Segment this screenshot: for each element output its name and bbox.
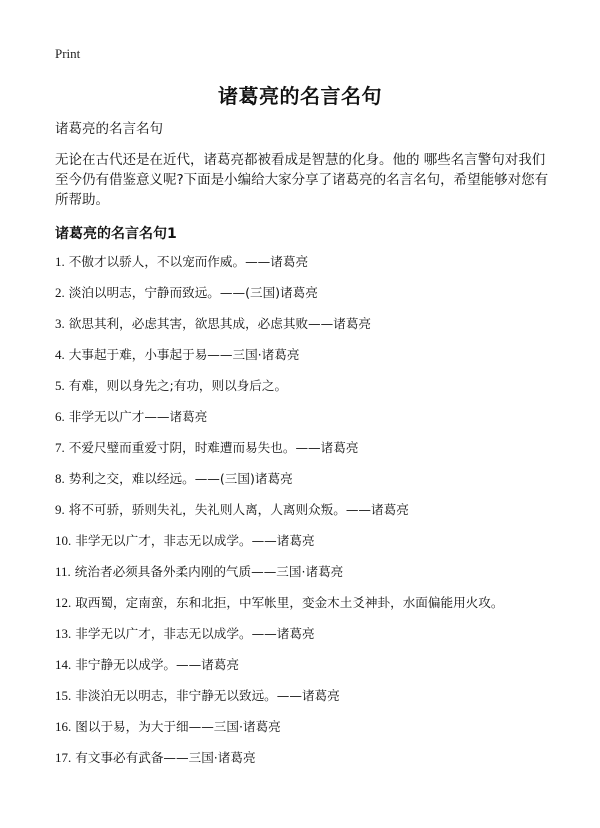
quote-number: 5. — [55, 378, 65, 393]
quote-list — [55, 252, 550, 779]
quote-item — [55, 283, 550, 314]
quote-text: 不傲才以骄人，不以宠而作威。——诸葛亮 — [68, 254, 309, 269]
quote-text: 非学无以广才——诸葛亮 — [68, 409, 208, 424]
quote-item — [55, 748, 550, 779]
quote-number: 3. — [55, 316, 65, 331]
quote-item — [55, 438, 550, 469]
article-subtitle: 诸葛亮的名言名句 — [55, 121, 163, 137]
quote-number: 17. — [55, 750, 72, 765]
quote-number: 9. — [55, 502, 65, 517]
quote-item — [55, 562, 550, 593]
quote-number: 1. — [55, 254, 65, 269]
quote-number: 6. — [55, 409, 65, 424]
quote-item — [55, 345, 550, 376]
quote-item — [55, 314, 550, 345]
quote-number: 15. — [55, 688, 72, 703]
quote-item — [55, 252, 550, 283]
quote-text: 取西蜀，定南蛮，东和北拒，中军帐里，变金木土爻神卦，水面偏能用火攻。 — [75, 595, 504, 610]
section-heading: 诸葛亮的名言名句1 — [55, 226, 177, 242]
quote-text: 非宁静无以成学。——诸葛亮 — [75, 657, 239, 672]
article-body — [55, 120, 550, 779]
quote-item — [55, 500, 550, 531]
quote-item — [55, 376, 550, 407]
quote-item — [55, 686, 550, 717]
quote-text: 将不可骄，骄则失礼，失礼则人离，人离则众叛。——诸葛亮 — [68, 502, 409, 517]
quote-text: 有文事必有武备——三国·诸葛亮 — [75, 750, 256, 765]
quote-number: 16. — [55, 719, 72, 734]
quote-number: 2. — [55, 285, 65, 300]
quote-number: 12. — [55, 595, 72, 610]
quote-text: 势利之交，难以经远。——(三国)诸葛亮 — [68, 471, 293, 486]
print-link[interactable]: Print — [55, 46, 81, 61]
page-title: 诸葛亮的名言名句 — [218, 84, 382, 108]
quote-number: 11. — [55, 564, 71, 579]
quote-text: 大事起于难，小事起于易——三国·诸葛亮 — [68, 347, 300, 362]
quote-number: 4. — [55, 347, 65, 362]
quote-item — [55, 531, 550, 562]
quote-item — [55, 624, 550, 655]
quote-text: 统治者必须具备外柔内刚的气质——三国·诸葛亮 — [74, 564, 344, 579]
quote-item — [55, 469, 550, 500]
quote-text: 欲思其利，必虑其害，欲思其成，必虑其败——诸葛亮 — [68, 316, 371, 331]
quote-text: 非学无以广才，非志无以成学。——诸葛亮 — [75, 533, 315, 548]
quote-text: 非淡泊无以明志，非宁静无以致远。——诸葛亮 — [75, 688, 340, 703]
quote-text: 淡泊以明志，宁静而致远。——(三国)诸葛亮 — [68, 285, 318, 300]
quote-number: 13. — [55, 626, 72, 641]
quote-item — [55, 407, 550, 438]
quote-text: 非学无以广才，非志无以成学。——诸葛亮 — [75, 626, 315, 641]
quote-text: 有难，则以身先之;有功，则以身后之。 — [68, 378, 288, 393]
quote-item — [55, 717, 550, 748]
quote-text: 图以于易，为大于细——三国·诸葛亮 — [75, 719, 281, 734]
quote-number: 7. — [55, 440, 65, 455]
quote-item — [55, 593, 550, 624]
quote-item — [55, 655, 550, 686]
intro-paragraph: 无论在古代还是在近代，诸葛亮都被看成是智慧的化身。他的 哪些名言警句对我们至今仍有借鉴意义呢?下面是小编给大家分享了诸葛亮的名言名句，希望能够对您有所帮助。 — [55, 152, 549, 208]
quote-number: 8. — [55, 471, 65, 486]
quote-number: 14. — [55, 657, 72, 672]
quote-number: 10. — [55, 533, 72, 548]
quote-text: 不爱尺璧而重爱寸阴，时难遭而易失也。——诸葛亮 — [68, 440, 359, 455]
